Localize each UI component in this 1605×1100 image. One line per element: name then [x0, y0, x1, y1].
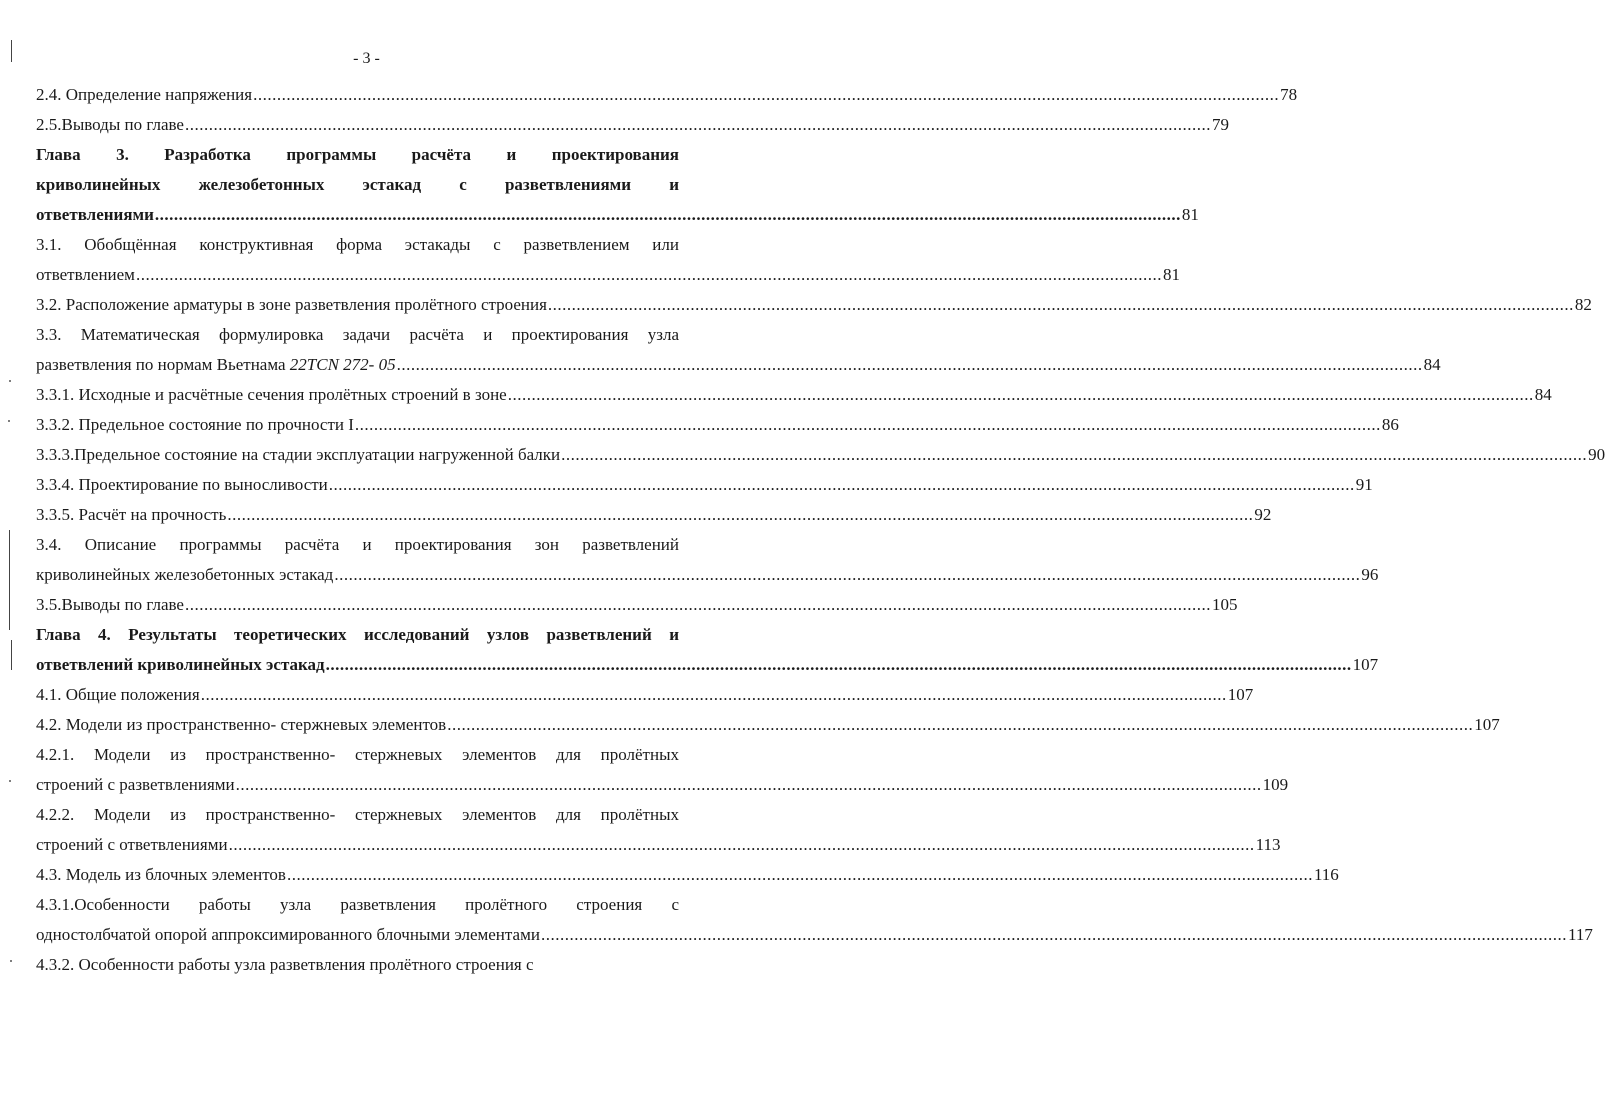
toc-entry — [36, 950, 679, 980]
dot-leader — [329, 470, 1355, 500]
toc-entry-line: 3.1. Обобщённая конструктивная форма эстакады с разветвлением или — [36, 235, 679, 254]
dot-leader — [201, 680, 1227, 710]
toc-page-number: 81 — [1162, 265, 1180, 284]
toc-entry-line: Глава 4. Результаты теоретических исследований узлов разветвлений и — [36, 625, 679, 644]
toc-page-number: 107 — [1227, 685, 1254, 704]
toc-entry — [36, 470, 1373, 500]
dot-leader — [136, 260, 1162, 290]
toc-page-number: 82 — [1574, 295, 1592, 314]
toc-entry — [36, 80, 1298, 110]
toc-page-number: 117 — [1567, 925, 1593, 944]
dot-leader — [229, 830, 1255, 860]
toc-entry-title: 4.3. Модель из блочных элементов — [36, 865, 286, 884]
toc-entry-title: 3.3.5. Расчёт на прочность — [36, 505, 227, 524]
page-number: - 3 - — [353, 50, 380, 67]
table-of-contents — [36, 80, 1605, 980]
toc-entry-title: криволинейных железобетонных эстакад — [36, 565, 334, 584]
toc-page-number: 84 — [1534, 385, 1552, 404]
toc-entry-title: 3.3.1. Исходные и расчётные сечения пролётных строений в зоне — [36, 385, 507, 404]
toc-entry-title: строений с разветвлениями — [36, 775, 235, 794]
dot-leader — [253, 80, 1279, 110]
toc-page-number: 116 — [1313, 865, 1339, 884]
toc-entry-title: 4.2. Модели из пространственно- стержневых элементов — [36, 715, 447, 734]
toc-entry — [36, 890, 1593, 950]
toc-chapter-heading — [36, 620, 1379, 680]
toc-page-number: 79 — [1211, 115, 1229, 134]
toc-entry-title: ответвлений криволинейных эстакад — [36, 655, 325, 674]
toc-entry-title: 3.3.3.Предельное состояние на стадии эксплуатации нагруженной балки — [36, 445, 561, 464]
toc-entry-line: 4.3.1.Особенности работы узла разветвления пролётного строения с — [36, 895, 679, 914]
dot-leader — [548, 290, 1574, 320]
dot-leader — [397, 350, 1423, 380]
dot-leader — [236, 770, 1262, 800]
scan-speck — [8, 420, 10, 422]
toc-page-number: 84 — [1423, 355, 1441, 374]
scan-margin-mark — [11, 640, 12, 670]
toc-entry-title: 3.2. Расположение арматуры в зоне разветвления пролётного строения — [36, 295, 547, 314]
toc-entry — [36, 290, 1592, 320]
toc-entry — [36, 500, 1272, 530]
dot-leader — [334, 560, 1360, 590]
toc-entry — [36, 230, 1180, 290]
toc-entry-line: 4.2.1. Модели из пространственно- стержневых элементов для пролётных — [36, 745, 679, 764]
toc-entry-title-text: разветвления по нормам Вьетнама — [36, 355, 286, 374]
toc-page-number: 107 — [1474, 715, 1500, 734]
toc-entry — [36, 380, 1552, 410]
toc-page-number: 109 — [1262, 775, 1289, 794]
scan-speck — [10, 960, 12, 962]
toc-page-number: 113 — [1255, 835, 1281, 854]
norm-code: 22TCN 272- 05 — [289, 355, 396, 374]
dot-leader — [355, 410, 1381, 440]
toc-entry-title: 3.5.Выводы по главе — [36, 595, 184, 614]
toc-chapter-heading — [36, 140, 1199, 230]
toc-entry-title: ответвлением — [36, 265, 135, 284]
dot-leader — [185, 110, 1211, 140]
dot-leader — [561, 440, 1587, 470]
toc-entry-title: 4.3.2. Особенности работы узла разветвления пролётного строения с — [36, 955, 534, 974]
toc-page-number: 81 — [1181, 205, 1199, 224]
toc-entry — [36, 530, 1379, 590]
dot-leader — [541, 920, 1567, 950]
toc-page-number: 86 — [1381, 415, 1399, 434]
toc-page-number: 78 — [1280, 85, 1298, 104]
toc-entry-title: 4.1. Общие положения — [36, 685, 200, 704]
toc-entry-title: 2.4. Определение напряжения — [36, 85, 253, 104]
dot-leader — [326, 650, 1352, 680]
dot-leader — [155, 200, 1181, 230]
toc-entry-title: одностолбчатой опорой аппроксимированного блочными элементами — [36, 925, 540, 944]
toc-page-number: 90 — [1588, 445, 1605, 464]
toc-page-number: 107 — [1352, 655, 1379, 674]
scan-margin-mark — [9, 530, 10, 630]
toc-entry — [36, 800, 1281, 860]
dot-leader — [185, 590, 1211, 620]
scan-speck — [9, 380, 11, 382]
toc-entry-line: криволинейных железобетонных эстакад с разветвлениями и — [36, 175, 679, 194]
toc-entry — [36, 440, 1605, 470]
toc-page-number: 105 — [1211, 595, 1238, 614]
toc-entry-line: 3.4. Описание программы расчёта и проектирования зон разветвлений — [36, 535, 679, 554]
toc-entry — [36, 590, 1238, 620]
dot-leader — [287, 860, 1313, 890]
dot-leader — [508, 380, 1534, 410]
toc-entry-title: 3.3.2. Предельное состояние по прочности I — [36, 415, 354, 434]
toc-page-number: 91 — [1355, 475, 1373, 494]
toc-entry — [36, 680, 1254, 710]
toc-page-number: 96 — [1361, 565, 1379, 584]
dot-leader — [227, 500, 1253, 530]
toc-entry-line: 3.3. Математическая формулировка задачи расчёта и проектирования узла — [36, 325, 679, 344]
toc-entry-title — [36, 350, 396, 380]
scan-speck — [9, 780, 11, 782]
toc-entry — [36, 860, 1339, 890]
toc-page-number: 92 — [1254, 505, 1272, 524]
toc-entry-title: 3.3.4. Проектирование по выносливости — [36, 475, 328, 494]
toc-entry-title: 2.5.Выводы по главе — [36, 115, 184, 134]
toc-entry — [36, 110, 1229, 140]
toc-entry — [36, 710, 1500, 740]
toc-entry-line: 4.2.2. Модели из пространственно- стержневых элементов для пролётных — [36, 805, 679, 824]
toc-entry — [36, 320, 1441, 380]
toc-entry-title: строений с ответвлениями — [36, 835, 228, 854]
toc-entry — [36, 410, 1399, 440]
toc-entry-line: Глава 3. Разработка программы расчёта и проектирования — [36, 145, 679, 164]
toc-entry — [36, 740, 1289, 800]
toc-entry-title: ответвлениями — [36, 205, 154, 224]
dot-leader — [447, 710, 1473, 740]
